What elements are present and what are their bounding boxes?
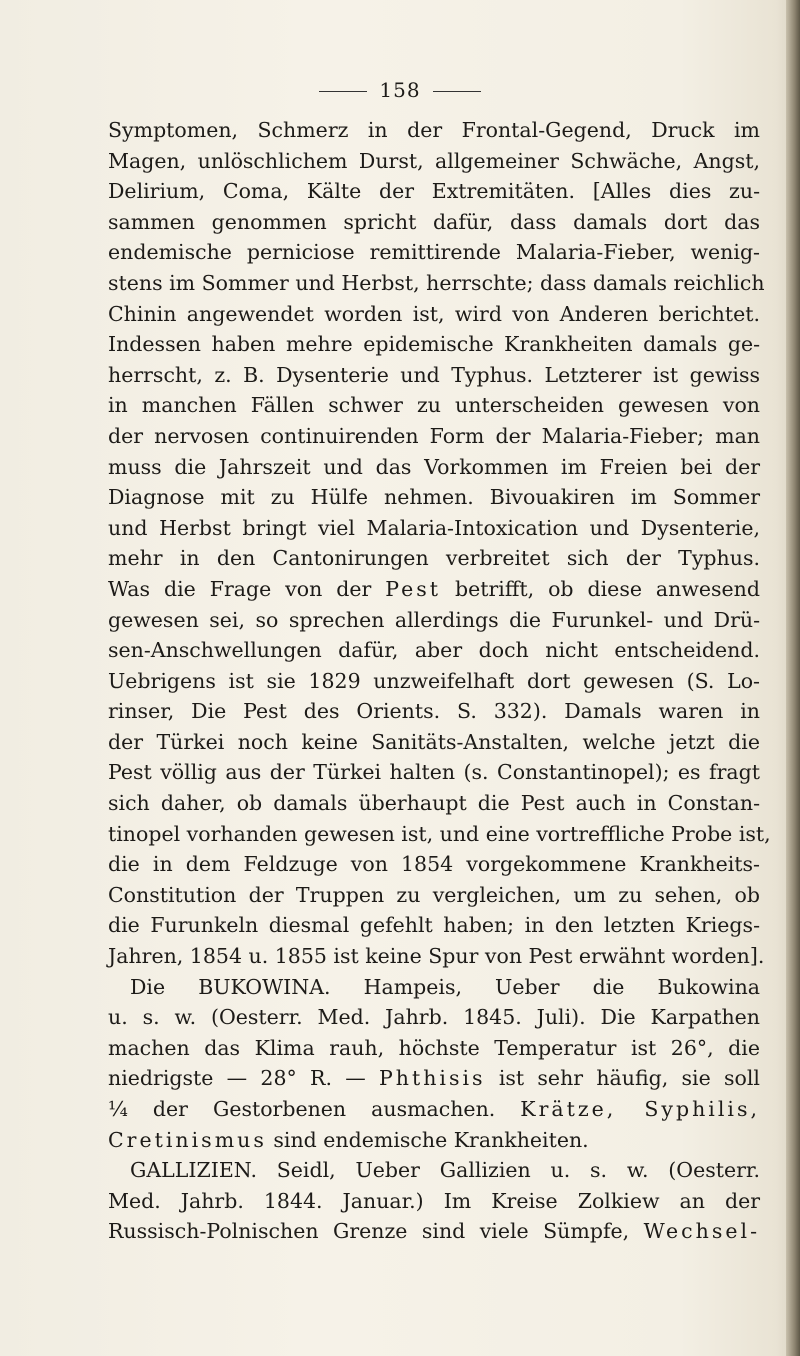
line-text-after: ist sehr häufig, sie soll (485, 1066, 760, 1091)
text-line (108, 360, 760, 391)
text-line (108, 513, 760, 544)
spaced-term: Cretinismus (108, 1127, 267, 1152)
line-text: Indessen haben mehre epidemische Krankheiten damals ge- (108, 332, 760, 357)
text-line (108, 299, 760, 330)
text-line (108, 910, 760, 941)
line-text: rinser, Die Pest des Orients. S. 332). Damals waren in (108, 699, 760, 724)
line-text: mehr in den Cantonirungen verbreitet sich der Typhus. (108, 546, 760, 571)
line-text: Diagnose mit zu Hülfe nehmen. Bivouakiren im Sommer (108, 485, 760, 510)
line-text: sammen genommen spricht dafür, dass damals dort das (108, 209, 760, 234)
line-text: der nervosen continuirenden Form der Malaria-Fieber; man (108, 423, 760, 448)
line-text: in manchen Fällen schwer zu unterscheiden gewesen von (108, 393, 760, 418)
line-text-before: Russisch-Polnischen Grenze sind viele Sümpfe, (108, 1219, 644, 1244)
text-line (108, 880, 760, 911)
text-line (108, 1063, 760, 1094)
text-line (108, 727, 760, 758)
line-text: Jahren, 1854 u. 1855 ist keine Spur von Pest erwähnt worden]. (108, 944, 765, 969)
text-line (108, 1186, 760, 1217)
line-text: die in dem Feldzuge von 1854 vorgekommene Krankheits- (108, 852, 760, 877)
line-text-after: sind endemische Krankheiten. (266, 1127, 589, 1152)
text-line (108, 115, 760, 146)
line-text: und Herbst bringt viel Malaria-Intoxication und Dysenterie, (108, 515, 760, 540)
text-line (108, 268, 765, 299)
text-line (108, 635, 760, 666)
line-text: muss die Jahrszeit und das Vorkommen im Freien bei der (108, 454, 760, 479)
text-line (108, 237, 760, 268)
header-rule-left (319, 91, 367, 92)
spaced-term: Wechsel- (643, 1219, 760, 1244)
spaced-term: Phthisis (378, 1066, 486, 1091)
line-text: gewesen sei, so sprechen allerdings die Furunkel- und Drü- (108, 607, 760, 632)
header-rule-right (433, 91, 481, 92)
text-line (108, 849, 760, 880)
line-text: Chinin angewendet worden ist, wird von Anderen berichtet. (108, 301, 760, 326)
text-line (108, 972, 760, 1003)
line-text: herrscht, z. B. Dysenterie und Typhus. Letzterer ist gewiss (108, 362, 760, 387)
text-line (108, 788, 760, 819)
text-line (108, 605, 760, 636)
line-text: Symptomen, Schmerz in der Frontal-Gegend, Druck im (108, 118, 760, 142)
line-text-before: Was die Frage von der (108, 576, 386, 601)
line-text: GALLIZIEN. Seidl, Ueber Gallizien u. s. w. (Oesterr. (130, 1158, 760, 1183)
line-text-before: niedrigste — 28° R. — (108, 1066, 379, 1091)
text-line (108, 666, 760, 697)
line-text: sich daher, ob damals überhaupt die Pest auch in Constan- (108, 791, 760, 816)
spaced-term: Krätze, Syphilis, (520, 1097, 760, 1121)
line-text: Delirium, Coma, Kälte der Extremitäten. [Alles dies zu- (108, 179, 760, 204)
page-edge (786, 0, 800, 1356)
body-text (108, 115, 771, 1247)
page-header (0, 78, 800, 102)
text-line (108, 1094, 760, 1125)
line-text-after: betrifft, ob diese anwesend (441, 576, 760, 601)
text-line (108, 819, 771, 850)
line-text: der Türkei noch keine Sanitäts-Anstalten, welche jetzt die (108, 729, 760, 754)
text-line (108, 146, 760, 177)
text-line (108, 1002, 760, 1033)
line-text: Uebrigens ist sie 1829 unzweifelhaft dort gewesen (S. Lo- (108, 668, 760, 693)
text-line (108, 1033, 760, 1064)
text-line (108, 757, 760, 788)
text-line (108, 390, 760, 421)
line-text: Med. Jahrb. 1844. Januar.) Im Kreise Zolkiew an der (108, 1188, 760, 1213)
text-line (108, 1216, 760, 1247)
line-text: Magen, unlöschlichem Durst, allgemeiner Schwäche, Angst, (108, 148, 760, 173)
line-text: endemische perniciose remittirende Malaria-Fieber, wenig- (108, 240, 760, 265)
line-text: u. s. w. (Oesterr. Med. Jahrb. 1845. Juli). Die Karpathen (108, 1005, 760, 1030)
text-line (108, 452, 760, 483)
line-text: die Furunkeln diesmal gefehlt haben; in den letzten Kriegs- (108, 913, 760, 938)
line-text: stens im Sommer und Herbst, herrschte; dass damals reichlich (108, 270, 765, 295)
text-line (108, 329, 760, 360)
page-number: 158 (379, 78, 421, 102)
text-line (108, 207, 760, 238)
line-text: Pest völlig aus der Türkei halten (s. Constantinopel); es fragt (108, 760, 760, 785)
text-line (108, 1155, 760, 1186)
text-line (108, 574, 760, 605)
text-line (108, 176, 760, 207)
line-text: machen das Klima rauh, höchste Temperatur ist 26°, die (108, 1035, 760, 1060)
line-text: tinopel vorhanden gewesen ist, und eine vortreffliche Probe ist, (108, 821, 771, 846)
line-text: Die BUKOWINA. Hampeis, Ueber die Bukowina (130, 974, 760, 999)
text-line (108, 543, 760, 574)
text-line (108, 1125, 760, 1156)
line-text: sen-Anschwellungen dafür, aber doch nicht entscheidend. (108, 638, 760, 663)
line-text-before: ¼ der Gestorbenen ausmachen. (108, 1097, 521, 1121)
text-line (108, 421, 760, 452)
text-line (108, 482, 760, 513)
line-text: Constitution der Truppen zu vergleichen, um zu sehen, ob (108, 882, 760, 907)
text-line (108, 941, 765, 972)
text-line (108, 696, 760, 727)
spaced-term: Pest (385, 576, 442, 601)
